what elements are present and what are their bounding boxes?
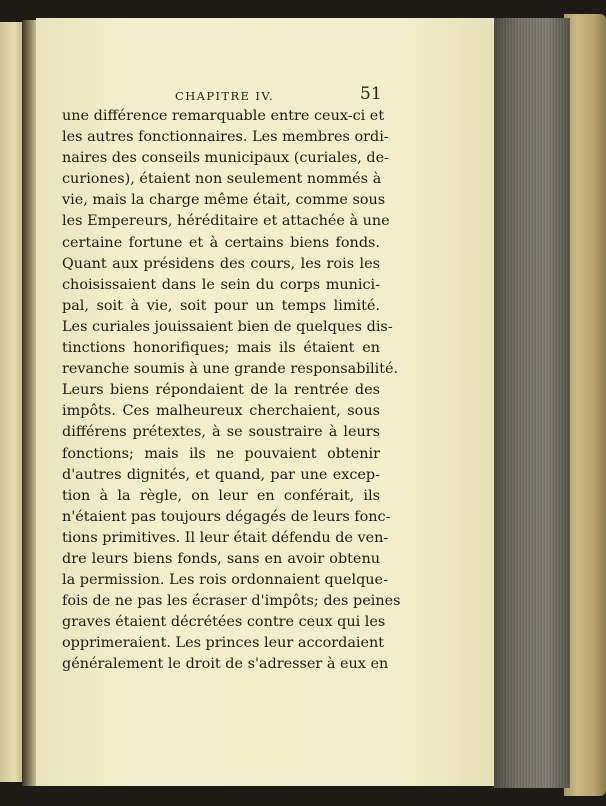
text-line: opprimeraient. Les princes leur accordaient	[62, 635, 385, 652]
left-page-sliver	[0, 22, 24, 782]
text-line: vie, mais la charge même était, comme sous	[62, 192, 386, 209]
text-line: dre leurs biens fonds, sans en avoir obtenu	[62, 550, 380, 567]
text-line: différens prétextes, à se soustraire à leurs	[62, 424, 380, 441]
page-stack-edge	[492, 18, 570, 788]
text-line: généralement le droit de s'adresser à eux en	[62, 656, 389, 673]
text-line: Les curiales jouissaient bien de quelques dis-	[62, 318, 393, 335]
text-line: fonctions; mais ils ne pouvaient obtenir	[62, 445, 380, 462]
text-line: revanche soumis à une grande responsabilité.	[62, 361, 399, 378]
text-line: les Empereurs, héréditaire et attachée à une	[62, 213, 390, 230]
text-line: Quant aux présidens des cours, les rois les	[62, 255, 380, 272]
text-line: graves étaient décrétées contre ceux qui les	[62, 614, 386, 631]
text-line: les autres fonctionnaires. Les membres ordi-	[62, 129, 389, 146]
text-line: fois de ne pas les écraser d'impôts; des peines	[62, 593, 401, 610]
text-line: certaine fortune et à certains biens fonds.	[62, 234, 380, 251]
text-line: tinctions honorifiques; mais ils étaient en	[62, 340, 380, 357]
text-line: choisissaient dans le sein du corps munici-	[62, 276, 380, 293]
text-line: tions primitives. Il leur était défendu de ven-	[62, 529, 389, 546]
text-line: pal, soit à vie, soit pour un temps limité.	[62, 297, 380, 314]
page-number: 51	[360, 84, 382, 104]
text-line: tion à la règle, on leur en conférait, ils	[62, 487, 380, 504]
text-line: Leurs biens répondaient de la rentrée des	[62, 382, 380, 399]
chapter-heading: CHAPITRE IV.	[175, 89, 275, 103]
text-line: naires des conseils municipaux (curiales, de-	[62, 150, 389, 167]
text-line: curiones), étaient non seulement nommés à	[62, 171, 382, 188]
text-line: impôts. Ces malheureux cherchaient, sous	[62, 403, 380, 420]
body-text	[62, 106, 401, 676]
text-line: une différence remarquable entre ceux-ci et	[62, 108, 385, 124]
text-line: n'étaient pas toujours dégagés de leurs fonc-	[62, 508, 391, 525]
text-line: la permission. Les rois ordonnaient quelque-	[62, 572, 388, 589]
book-cover-edge	[564, 14, 606, 796]
text-line: d'autres dignités, et quand, par une excep-	[62, 466, 380, 483]
